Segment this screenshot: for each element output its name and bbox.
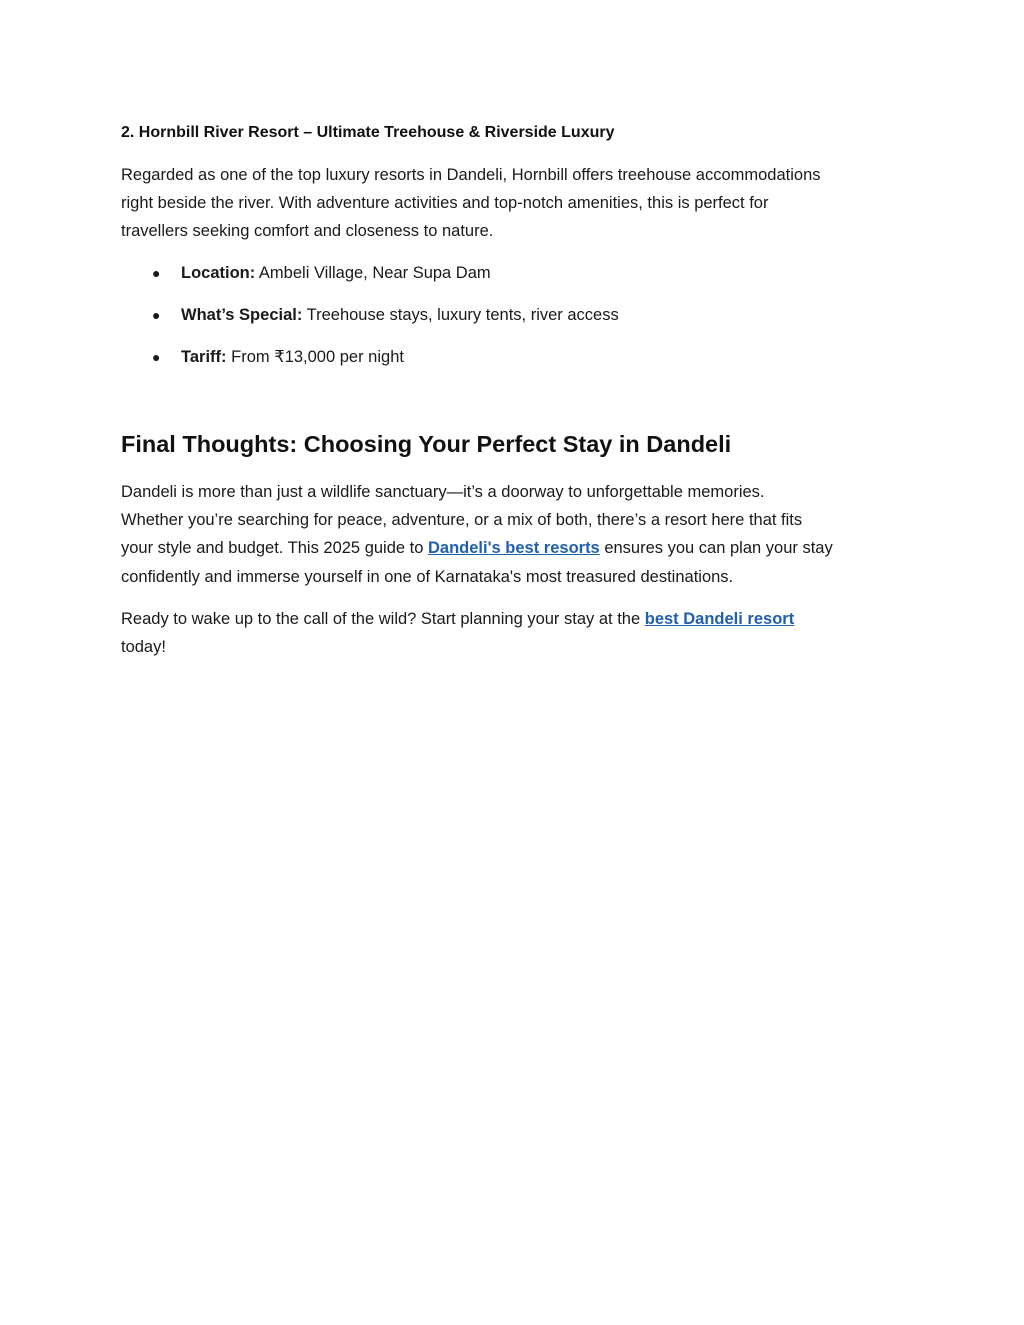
paragraph-line: ensures you can plan your stay [599,539,833,558]
resort-intro-line: travellers seeking comfort and closeness to nature. [121,222,494,241]
paragraph-line: today! [121,638,166,657]
bullet-icon: ● [152,265,161,281]
best-dandeli-resort-link[interactable]: best Dandeli resort [644,610,795,628]
resort-heading: 2. Hornbill River Resort – Ultimate Treehouse & Riverside Luxury [121,124,615,141]
paragraph-line: confidently and immerse yourself in one of Karnataka's most treasured destinations. [121,567,734,586]
resort-intro-line: right beside the river. With adventure activities and top-notch amenities, this is perfect for [121,194,769,213]
dandeli-best-resorts-link[interactable]: Dandeli's best resorts [428,539,600,558]
feature-item-location [121,259,619,301]
feature-item-special [121,301,619,343]
final-thoughts-heading: Final Thoughts: Choosing Your Perfect Stay in Dandeli [121,431,732,457]
feature-value: From ₹13,000 per night [226,348,404,366]
feature-label: What’s Special: [181,306,303,324]
final-paragraph-2 [121,605,911,661]
resort-intro-paragraph [121,161,911,246]
feature-list [121,259,619,385]
resort-intro-line: Regarded as one of the top luxury resorts in Dandeli, Hornbill offers treehouse accommodations [121,166,821,184]
feature-label: Tariff: [181,348,227,366]
bullet-icon: ● [152,307,161,323]
final-paragraph-1 [121,478,911,591]
bullet-icon: ● [152,349,161,365]
feature-value: Treehouse stays, luxury tents, river access [302,306,619,324]
feature-label: Location: [181,264,256,282]
paragraph-line: Whether you’re searching for peace, adventure, or a mix of both, there’s a resort here that fits [121,511,803,530]
paragraph-line: Dandeli is more than just a wildlife sanctuary—it’s a doorway to unforgettable memories. [121,483,765,501]
paragraph-line: your style and budget. This 2025 guide to [121,539,428,558]
feature-item-tariff [121,343,619,385]
feature-value: Ambeli Village, Near Supa Dam [255,264,491,282]
paragraph-line: Ready to wake up to the call of the wild? Start planning your stay at the [121,610,645,628]
